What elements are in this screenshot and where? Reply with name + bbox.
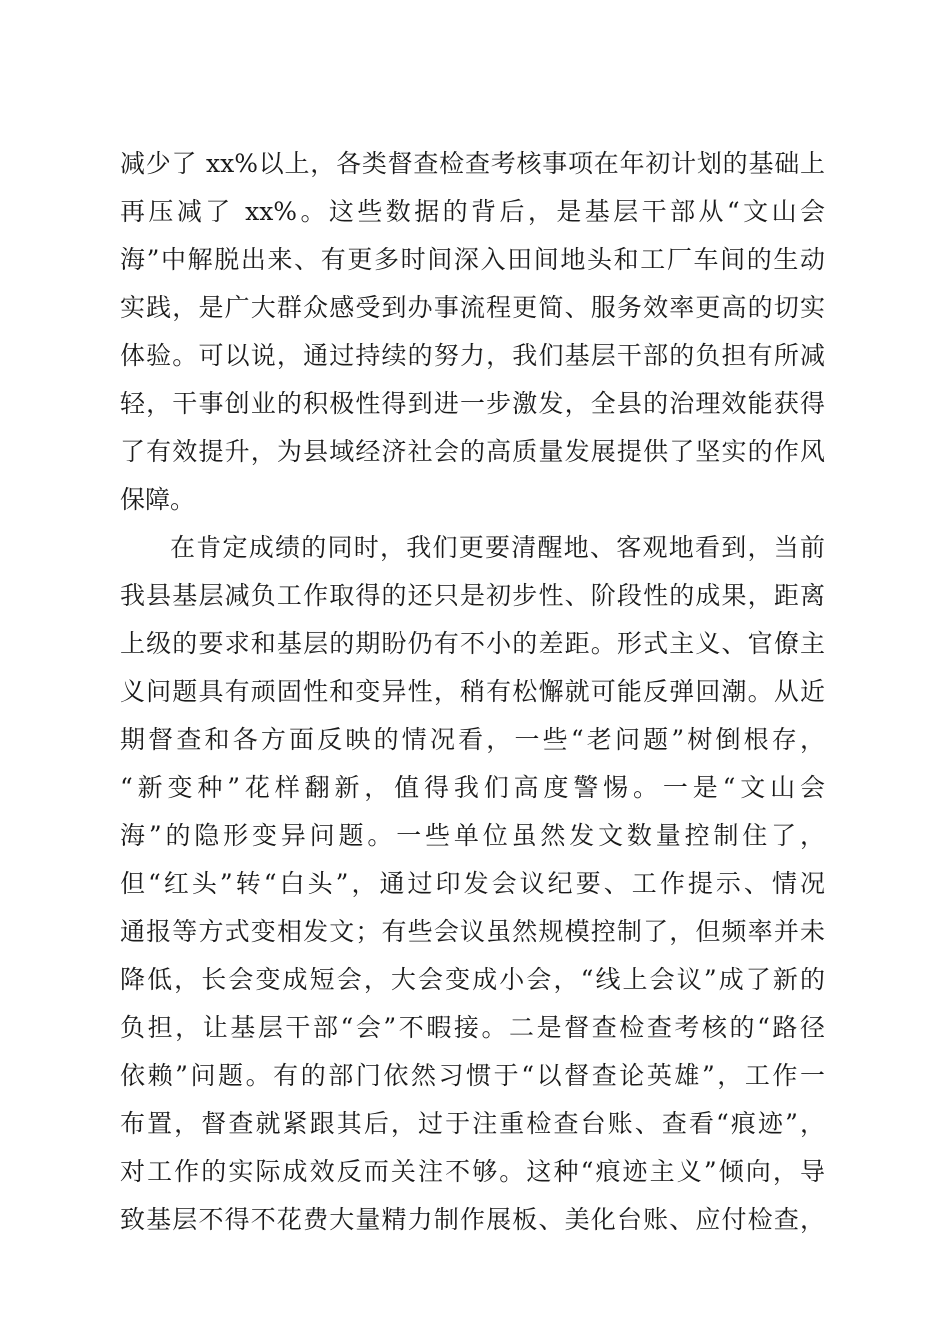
text-line: 义问题具有顽固性和变异性，稍有松懈就可能反弹回潮。从近 bbox=[120, 677, 825, 706]
text-line: 体验。可以说，通过持续的努力，我们基层干部的负担有所减 bbox=[120, 341, 825, 370]
text-line: 依赖”问题。有的部门依然习惯于“以督查论英雄”，工作一 bbox=[120, 1061, 825, 1090]
text-line: 布置，督查就紧跟其后，过于注重检查台账、查看“痕迹”， bbox=[120, 1109, 825, 1138]
text-line: 降低，长会变成短会，大会变成小会，“线上会议”成了新的 bbox=[120, 965, 825, 994]
text-line: 海”的隐形变异问题。一些单位虽然发文数量控制住了， bbox=[120, 821, 825, 850]
paragraph-first-line: 在肯定成绩的同时，我们更要清醒地、客观地看到，当前 bbox=[170, 533, 825, 562]
text-line: 致基层不得不花费大量精力制作展板、美化台账、应付检查， bbox=[120, 1205, 825, 1234]
text-line: 减少了 xx%以上，各类督查检查考核事项在年初计划的基础上 bbox=[120, 149, 825, 178]
text-line: 但“红头”转“白头”，通过印发会议纪要、工作提示、情况 bbox=[120, 869, 825, 898]
text-line: 通报等方式变相发文；有些会议虽然规模控制了，但频率并未 bbox=[120, 917, 825, 946]
text-line: 负担，让基层干部“会”不暇接。二是督查检查考核的“路径 bbox=[120, 1013, 825, 1042]
text-line: 上级的要求和基层的期盼仍有不小的差距。形式主义、官僚主 bbox=[120, 629, 825, 658]
text-line: 期督查和各方面反映的情况看，一些“老问题”树倒根存， bbox=[120, 725, 825, 754]
text-line: 对工作的实际成效反而关注不够。这种“痕迹主义”倾向，导 bbox=[120, 1157, 825, 1186]
text-line: 轻，干事创业的积极性得到进一步激发，全县的治理效能获得 bbox=[120, 389, 825, 418]
text-line: 实践，是广大群众感受到办事流程更简、服务效率更高的切实 bbox=[120, 293, 825, 322]
text-line: 保障。 bbox=[120, 485, 196, 514]
text-line: 再压减了 xx%。这些数据的背后，是基层干部从“文山会 bbox=[120, 197, 825, 226]
text-line: “新变种”花样翻新，值得我们高度警惕。一是“文山会 bbox=[120, 773, 825, 802]
text-line: 了有效提升，为县域经济社会的高质量发展提供了坚实的作风 bbox=[120, 437, 825, 466]
text-line: 我县基层减负工作取得的还只是初步性、阶段性的成果，距离 bbox=[120, 581, 825, 610]
text-line: 海”中解脱出来、有更多时间深入田间地头和工厂车间的生动 bbox=[120, 245, 825, 274]
